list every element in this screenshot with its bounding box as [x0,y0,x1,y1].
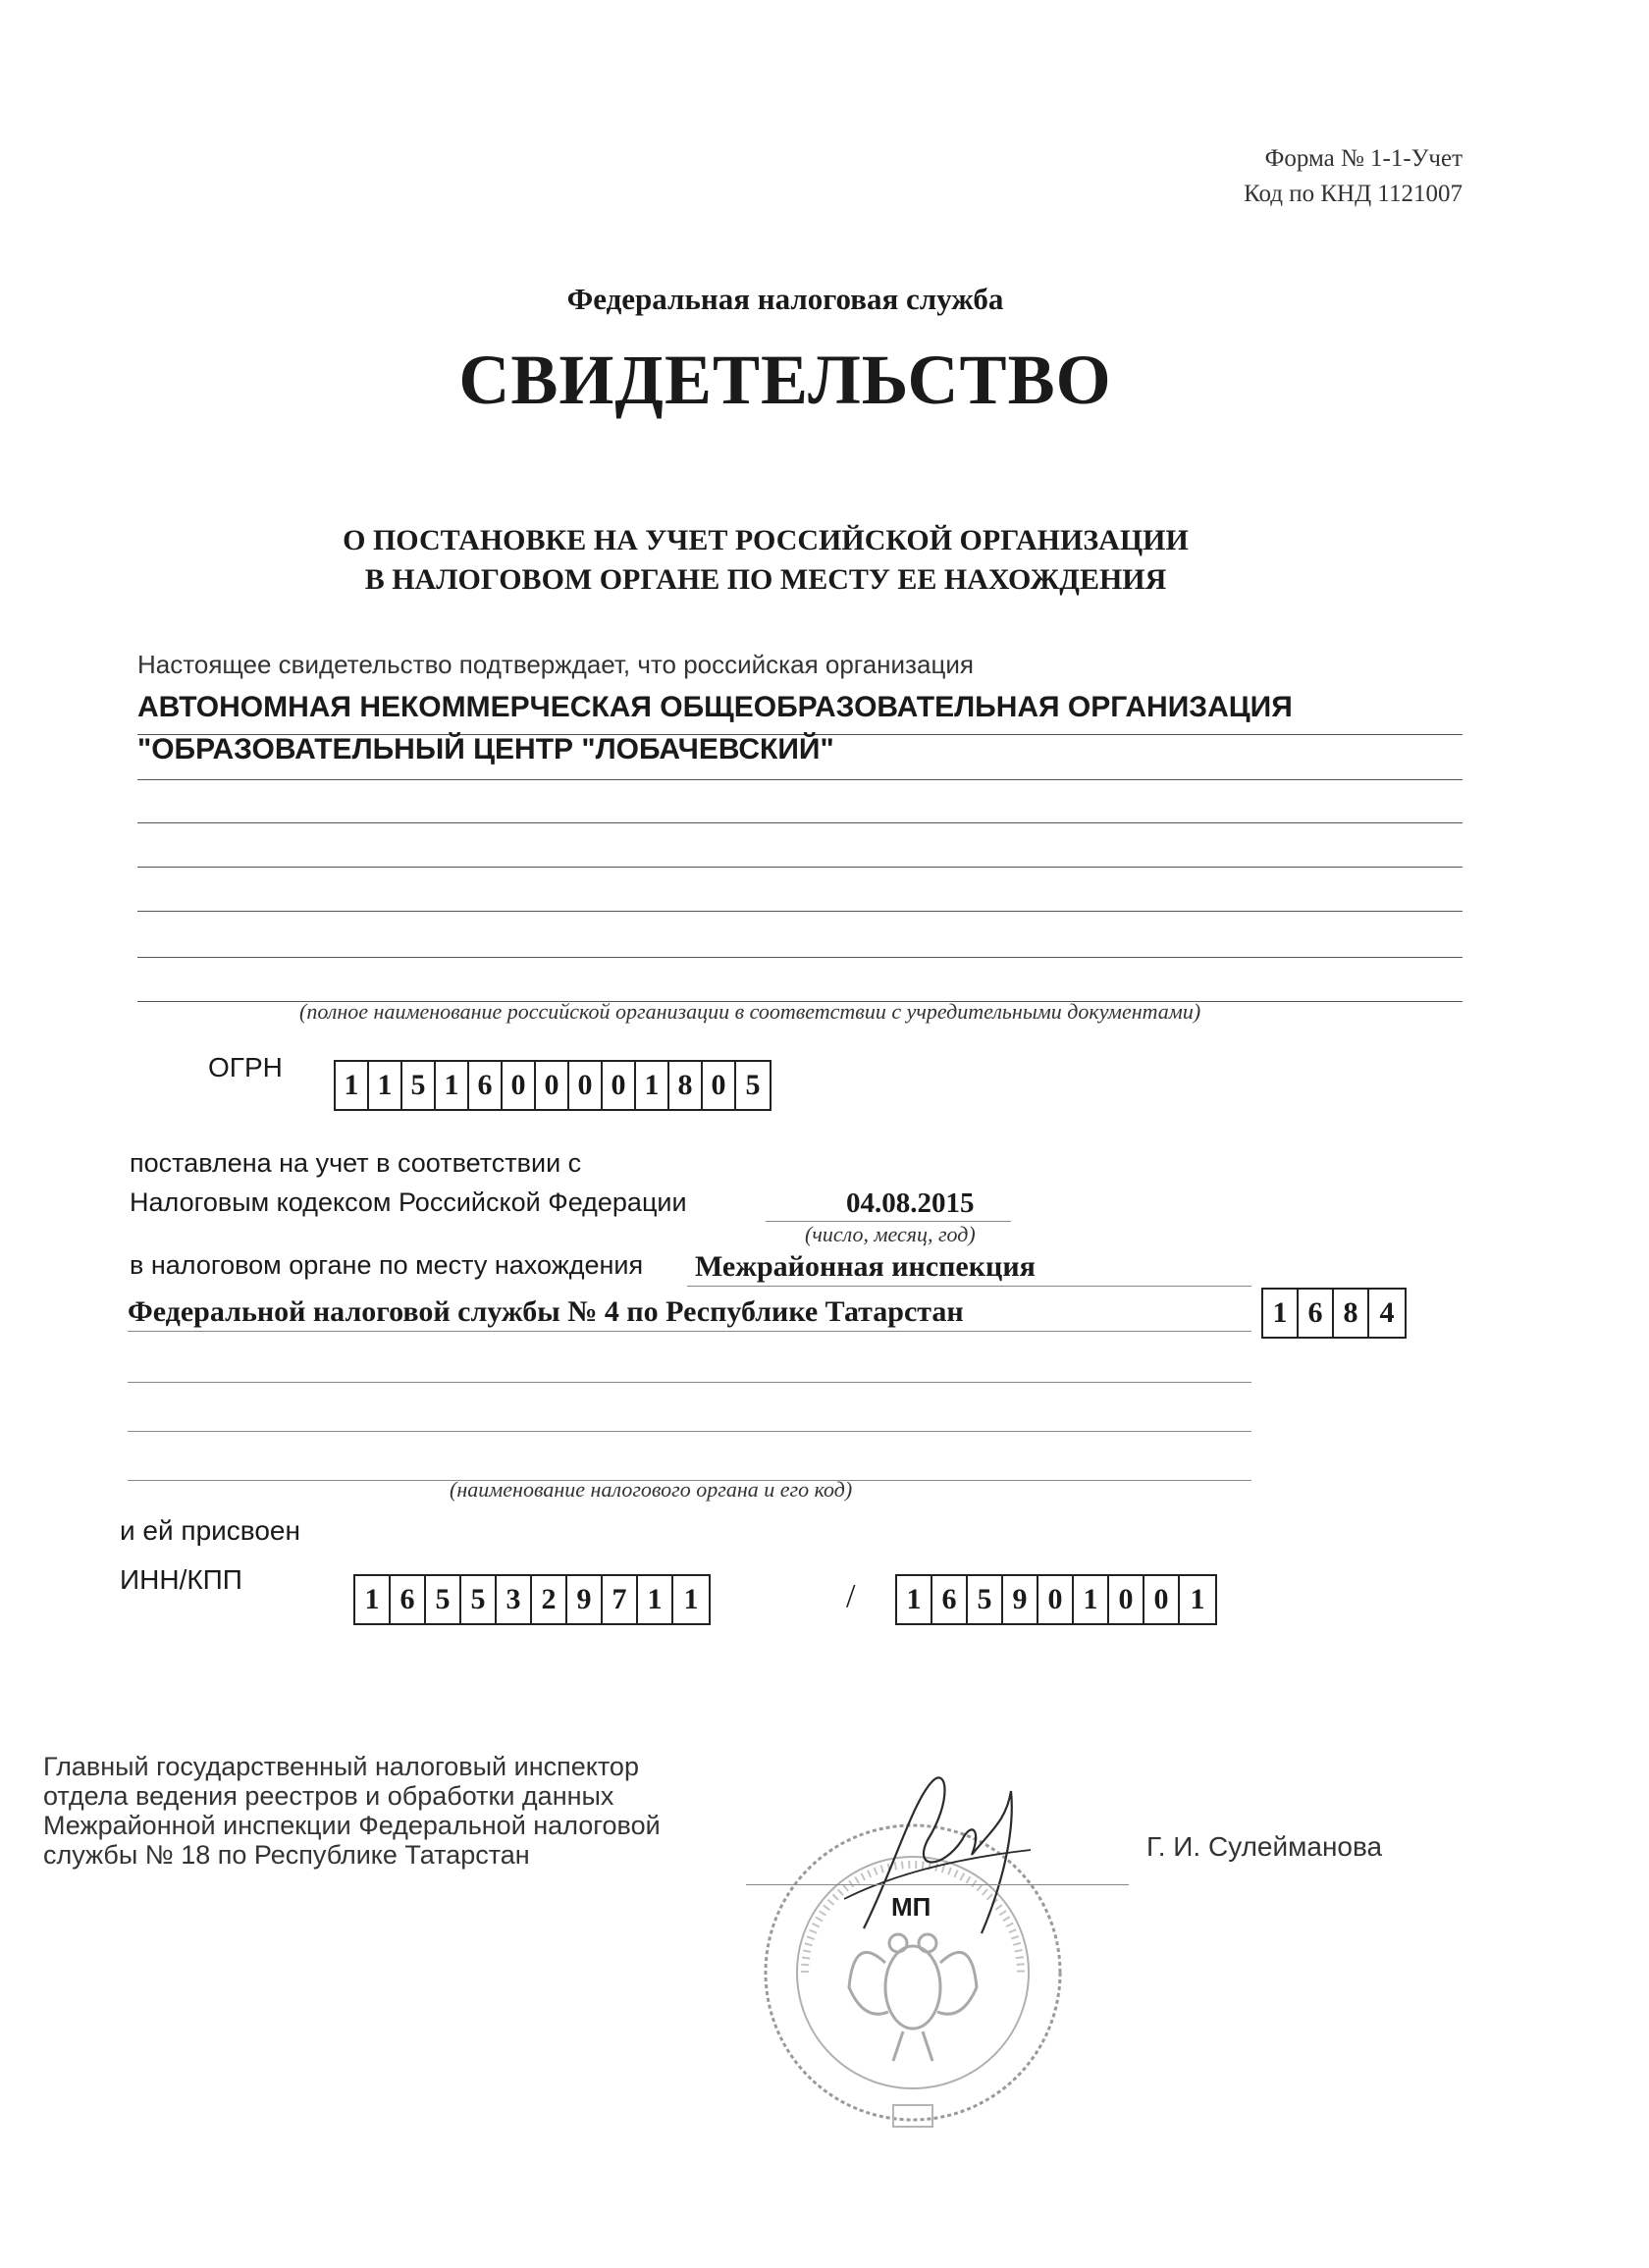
kpp-digit: 9 [1003,1576,1038,1623]
signer-name: Г. И. Сулейманова [1146,1831,1383,1862]
authority-code-digit: 6 [1299,1290,1334,1337]
authority-code-digit: 4 [1379,1296,1395,1329]
authority-code-digit: 8 [1334,1290,1369,1337]
authority-line-2: Федеральной налоговой службы № 4 по Республике Татарстан [128,1295,964,1328]
agency-name: Федеральная налоговая служба [566,282,1004,316]
name-rule-3 [137,822,1463,823]
authority-rule-3 [128,1382,1251,1383]
ogrn-digit: 1 [636,1062,669,1109]
ogrn-digit: 0 [503,1062,536,1109]
ogrn-digit: 0 [703,1062,736,1109]
authority-line-1: Межрайонная инспекция [695,1250,1036,1283]
signer-position-line-3: Межрайонной инспекции Федеральной налоговой [43,1811,661,1840]
ogrn-digit: 6 [469,1062,503,1109]
inn-digit: 3 [497,1576,532,1623]
signer-position-line-4: службы № 18 по Республике Татарстан [43,1840,530,1870]
kpp-cells [895,1574,1217,1625]
stamp-mark: МП [891,1892,931,1922]
document-title: СВИДЕТЕЛЬСТВО [458,341,1112,419]
organization-name-line-2: "ОБРАЗОВАТЕЛЬНЫЙ ЦЕНТР "ЛОБАЧЕВСКИЙ" [137,733,834,765]
assigned-label: и ей присвоен [120,1515,300,1546]
name-rule-4 [137,867,1463,868]
organization-intro: Настоящее свидетельство подтверждает, что российская организация [137,650,974,679]
organization-name-line-1: АВТОНОМНАЯ НЕКОММЕРЧЕСКАЯ ОБЩЕОБРАЗОВАТЕЛЬНАЯ ОРГАНИЗАЦИЯ [137,691,1293,723]
kpp-digit: 1 [1074,1576,1109,1623]
kpp-digit: 5 [968,1576,1003,1623]
ogrn-digit: 1 [336,1062,369,1109]
inn-digit: 5 [426,1576,461,1623]
ogrn-label: ОГРН [208,1052,283,1082]
inn-kpp-separator: / [846,1578,856,1614]
ogrn-digit: 0 [536,1062,569,1109]
inn-digit: 1 [638,1576,673,1623]
date-caption: (число, месяц, год) [805,1222,976,1246]
signer-position-line-2: отдела ведения реестров и обработки данных [43,1781,614,1811]
registration-line-1: поставлена на учет в соответствии с [130,1148,582,1178]
kpp-digit: 0 [1038,1576,1074,1623]
authority-rule-1 [687,1286,1251,1287]
inn-digit: 6 [391,1576,426,1623]
eagle-emblem-icon [849,1934,977,2061]
inn-digit: 7 [603,1576,638,1623]
ogrn-digit: 0 [603,1062,636,1109]
signer-position [43,1752,661,1870]
authority-code-digit: 1 [1263,1290,1299,1337]
ogrn-digit: 5 [402,1062,436,1109]
subtitle-line-2: В НАЛОГОВОМ ОРГАНЕ ПО МЕСТУ ЕЕ НАХОЖДЕНИЯ [364,563,1167,596]
ogrn-digit: 0 [569,1062,603,1109]
inn-cells [353,1574,711,1625]
inn-kpp-label: ИНН/КПП [120,1564,242,1595]
signer-position-line-1: Главный государственный налоговый инспектор [43,1752,639,1781]
kpp-digit: 1 [1190,1583,1205,1615]
ogrn-cells [334,1060,771,1111]
inn-digit: 1 [683,1583,699,1615]
ogrn-digit: 5 [745,1069,761,1101]
registration-line-2: Налоговым кодексом Российской Федерации [130,1187,687,1217]
ogrn-digit: 1 [436,1062,469,1109]
name-rule-6 [137,957,1463,958]
ogrn-digit: 1 [369,1062,402,1109]
organization-name-caption: (полное наименование российской организации в соответствии с учредительными документами) [299,999,1201,1024]
registration-date: 04.08.2015 [846,1187,975,1219]
stamp-number-box [893,2105,932,2127]
kpp-digit: 0 [1109,1576,1144,1623]
inn-digit: 1 [355,1576,391,1623]
subtitle-line-1: О ПОСТАНОВКЕ НА УЧЕТ РОССИЙСКОЙ ОРГАНИЗАЦИИ [343,524,1189,556]
authority-rule-2 [128,1331,1251,1332]
authority-intro: в налоговом органе по месту нахождения [130,1250,644,1280]
name-rule-2 [137,779,1463,780]
handwritten-signature [824,1762,1050,1948]
ogrn-digit: 8 [669,1062,703,1109]
name-rule-5 [137,911,1463,912]
authority-caption: (наименование налогового органа и его код) [450,1477,853,1502]
authority-code-cells [1261,1288,1407,1339]
form-number: Форма № 1-1-Учет [1264,145,1463,172]
inn-digit: 5 [461,1576,497,1623]
inn-digit: 2 [532,1576,567,1623]
knd-code: Код по КНД 1121007 [1244,181,1463,207]
signature-rule [746,1884,1129,1885]
authority-rule-4 [128,1431,1251,1432]
kpp-digit: 0 [1144,1576,1180,1623]
kpp-digit: 1 [897,1576,932,1623]
kpp-digit: 6 [932,1576,968,1623]
inn-digit: 9 [567,1576,603,1623]
